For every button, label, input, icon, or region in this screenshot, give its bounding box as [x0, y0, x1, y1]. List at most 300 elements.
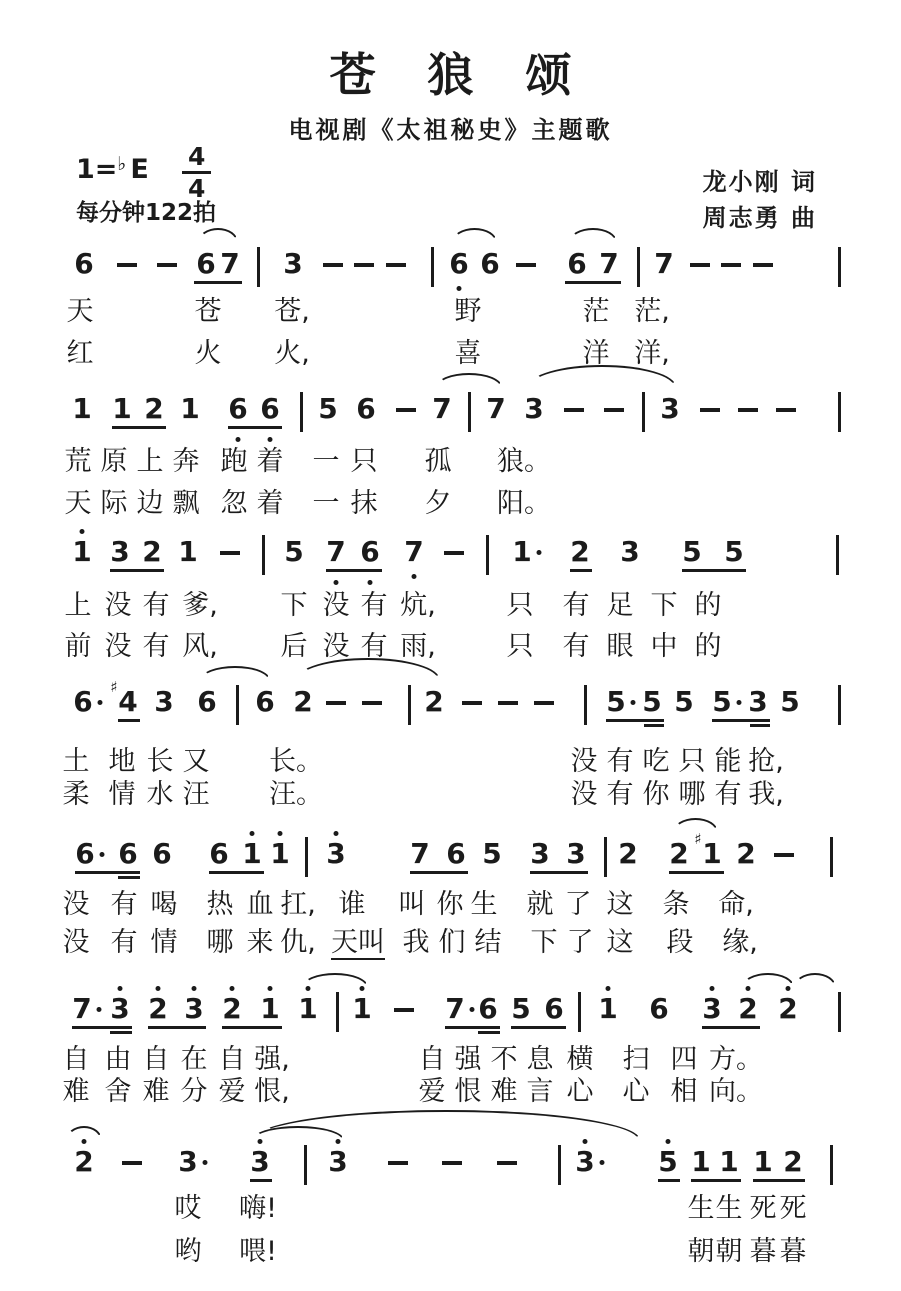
note-digit: 6	[356, 392, 376, 425]
octave-dot-low	[268, 437, 273, 442]
lyric-syllable: 天叫	[331, 927, 385, 958]
lyric-syllable: 眼	[606, 631, 634, 662]
augmentation-dot	[737, 700, 742, 705]
octave-dot-high	[258, 1139, 263, 1144]
note-digit: 6	[649, 992, 669, 1025]
note-digit: 1	[598, 992, 618, 1025]
lyric-syllable: 强,	[254, 1044, 290, 1075]
note-digit: 3	[328, 1145, 348, 1178]
lyric-syllable: 长	[146, 746, 174, 777]
note-digit: 2	[736, 837, 756, 870]
note-digit: 6	[74, 247, 94, 280]
note-digit: 5	[318, 392, 338, 425]
lyric-syllable: 你	[642, 779, 670, 810]
sharp-accidental: ♯	[694, 830, 702, 848]
note-digit: 5	[511, 992, 531, 1025]
beam-underline	[478, 1031, 500, 1034]
duration-dash	[326, 701, 346, 705]
beam-underline	[753, 1179, 805, 1182]
duration-dash	[721, 263, 741, 267]
barline	[838, 992, 841, 1032]
lyric-syllable: 缘,	[722, 927, 758, 958]
barline	[836, 535, 839, 575]
flat-accidental: ♭	[117, 153, 127, 175]
lyric-syllable: 忽	[220, 488, 248, 519]
note-digit: 2	[570, 535, 590, 568]
duration-dash	[442, 1161, 462, 1165]
slur-tie	[742, 973, 794, 987]
beam-underline	[222, 1026, 282, 1029]
composer-credit: 周志勇 曲	[702, 204, 817, 232]
barline	[304, 1145, 307, 1185]
lyric-syllable: 吃	[642, 746, 670, 777]
duration-dash	[774, 853, 794, 857]
lyric-syllable: 的	[694, 590, 722, 621]
octave-dot-high	[583, 1139, 588, 1144]
lyric-syllable: 段	[666, 927, 694, 958]
lyric-syllable: 息	[526, 1044, 554, 1075]
note-digit: 6	[73, 685, 93, 718]
beam-underline	[565, 281, 621, 284]
note-digit: 3	[283, 247, 303, 280]
note-digit: 5	[642, 685, 662, 718]
lyric-syllable: 上	[64, 590, 92, 621]
note-digit: 5	[724, 535, 744, 568]
note-digit: 2	[74, 1145, 94, 1178]
tempo-marking: 每分钟122拍	[76, 200, 217, 226]
note-digit: 5	[284, 535, 304, 568]
barline	[838, 392, 841, 432]
note-digit: 3	[530, 837, 550, 870]
lyric-syllable: 情	[150, 927, 178, 958]
augmentation-dot	[537, 550, 542, 555]
note-digit: 5	[780, 685, 800, 718]
note-digit: 6	[209, 837, 229, 870]
note-digit: 2	[148, 992, 168, 1025]
beam-underline	[511, 1026, 566, 1029]
lyric-syllable: 有	[360, 631, 388, 662]
note-digit: 1	[691, 1145, 711, 1178]
slur-tie	[452, 228, 497, 242]
barline	[584, 685, 587, 725]
note-digit: 3	[702, 992, 722, 1025]
lyric-syllable: 荒	[64, 446, 92, 477]
lyric-syllable: 心	[566, 1076, 594, 1107]
barline	[257, 247, 260, 287]
lyric-syllable: 热	[206, 889, 234, 920]
lyric-syllable: 恨,	[254, 1076, 290, 1107]
lyric-syllable: 分	[180, 1076, 208, 1107]
note-digit: 6	[260, 392, 280, 425]
note-digit: 1	[270, 837, 290, 870]
lyric-syllable: 暮	[749, 1236, 777, 1267]
lyric-syllable: 结	[474, 927, 502, 958]
barline	[838, 247, 841, 287]
barline	[236, 685, 239, 725]
note-digit: 3	[326, 837, 346, 870]
note-digit: 6	[544, 992, 564, 1025]
lyric-syllable: 生	[470, 889, 498, 920]
lyric-syllable: 就	[526, 889, 554, 920]
augmentation-dot	[470, 1007, 475, 1012]
beam-underline	[209, 871, 264, 874]
lyric-syllable: 暮	[779, 1236, 807, 1267]
lyric-syllable: 炕,	[400, 590, 436, 621]
barline	[431, 247, 434, 287]
key-prefix: 1=	[76, 154, 118, 185]
lyric-syllable: 没	[570, 779, 598, 810]
note-digit: 6	[228, 392, 248, 425]
duration-dash	[323, 263, 343, 267]
lyric-syllable: 死	[749, 1193, 777, 1224]
beam-underline	[326, 569, 382, 572]
lyric-syllable: 情	[108, 779, 136, 810]
slur-tie	[569, 228, 617, 242]
duration-dash	[497, 1161, 517, 1165]
lyric-syllable: 水	[146, 779, 174, 810]
beam-underline	[712, 719, 770, 722]
octave-dot-high	[118, 986, 123, 991]
note-digit: 7	[410, 837, 430, 870]
lyric-syllable: 天	[66, 296, 94, 327]
octave-dot-high	[786, 986, 791, 991]
barline	[336, 992, 339, 1032]
slur-tie	[66, 1126, 102, 1140]
lyric-syllable: 抹	[350, 488, 378, 519]
lyric-syllable: 强	[454, 1044, 482, 1075]
octave-dot-high	[80, 529, 85, 534]
note-digit: 5	[712, 685, 732, 718]
duration-dash	[776, 408, 796, 412]
note-digit: 1	[178, 535, 198, 568]
duration-dash	[396, 408, 416, 412]
lyric-syllable: 茫	[582, 296, 610, 327]
note-digit: 7	[404, 535, 424, 568]
lyric-syllable: 苍,	[274, 296, 310, 327]
lyric-syllable: 夕	[424, 488, 452, 519]
note-digit: 2	[144, 392, 164, 425]
lyric-syllable: 中	[650, 631, 678, 662]
lyric-syllable: 朝	[687, 1236, 715, 1267]
key-letter: E	[130, 154, 149, 185]
octave-dot-low	[457, 286, 462, 291]
octave-dot-low	[236, 437, 241, 442]
lyric-syllable: 只	[350, 446, 378, 477]
barline	[637, 247, 640, 287]
lyric-syllable: 条	[662, 889, 690, 920]
duration-dash	[690, 263, 710, 267]
octave-dot-high	[606, 986, 611, 991]
lyric-syllable: 一	[312, 488, 340, 519]
beam-underline	[75, 871, 140, 874]
lyric-syllable: 不	[490, 1044, 518, 1075]
note-digit: 3	[110, 992, 130, 1025]
lyric-syllable: 自	[62, 1044, 90, 1075]
augmentation-dot	[97, 1007, 102, 1012]
note-digit: 6	[118, 837, 138, 870]
lyric-syllable: 着	[256, 446, 284, 477]
note-digit: 1	[352, 992, 372, 1025]
lyric-syllable: 爱	[218, 1076, 246, 1107]
lyric-syllable: 野	[454, 296, 482, 327]
note-digit: 6	[449, 247, 469, 280]
note-digit: 3	[184, 992, 204, 1025]
lyric-syllable: 又	[182, 746, 210, 777]
lyric-syllable: 扫	[622, 1044, 650, 1075]
lyric-syllable: 自	[142, 1044, 170, 1075]
beam-underline	[72, 1026, 132, 1029]
lyric-syllable: 爱	[418, 1076, 446, 1107]
lyricist-credit: 龙小刚 词	[702, 168, 817, 196]
duration-dash	[122, 1161, 142, 1165]
beam-underline	[658, 1179, 680, 1182]
augmentation-dot	[100, 852, 105, 857]
duration-dash	[753, 263, 773, 267]
note-digit: 5	[606, 685, 626, 718]
note-digit: 2	[424, 685, 444, 718]
note-digit: 1	[180, 392, 200, 425]
beam-underline	[669, 871, 724, 874]
lyric-syllable: 的	[694, 631, 722, 662]
lyric-syllable: 火,	[274, 338, 310, 369]
augmentation-dot	[98, 700, 103, 705]
lyric-syllable: 没	[322, 631, 350, 662]
note-digit: 1	[72, 535, 92, 568]
lyric-syllable: 言	[526, 1076, 554, 1107]
note-digit: 2	[222, 992, 242, 1025]
lyric-syllable: 上	[136, 446, 164, 477]
key-signature	[76, 155, 149, 183]
note-digit: 2	[778, 992, 798, 1025]
note-digit: 6	[567, 247, 587, 280]
lyric-syllable: 恨	[454, 1076, 482, 1107]
octave-dot-high	[278, 831, 283, 836]
note-digit: 3	[660, 392, 680, 425]
beam-underline	[644, 724, 664, 727]
note-digit: 3	[575, 1145, 595, 1178]
duration-dash	[604, 408, 624, 412]
note-digit: 1	[512, 535, 532, 568]
note-digit: 6	[152, 837, 172, 870]
lyric-syllable: 有	[562, 590, 590, 621]
lyric-syllable: 有	[110, 927, 138, 958]
note-digit: 6	[360, 535, 380, 568]
slur-tie	[252, 1110, 640, 1140]
duration-dash	[117, 263, 137, 267]
lyric-syllable: 了	[566, 927, 594, 958]
lyric-syllable: 际	[100, 488, 128, 519]
beam-underline	[410, 871, 468, 874]
lyric-syllable: 自	[218, 1044, 246, 1075]
note-digit: 7	[486, 392, 506, 425]
octave-dot-high	[82, 1139, 87, 1144]
note-digit: 3	[178, 1145, 198, 1178]
duration-dash	[394, 1008, 414, 1012]
octave-dot-high	[746, 986, 751, 991]
lyric-syllable: 阳。	[497, 488, 551, 519]
duration-dash	[738, 408, 758, 412]
song-title: 苍狼颂	[329, 48, 624, 102]
lyric-syllable: 有	[142, 590, 170, 621]
note-digit: 3	[154, 685, 174, 718]
lyric-syllable: 血	[246, 889, 274, 920]
lyric-syllable: 生	[687, 1193, 715, 1224]
octave-dot-high	[192, 986, 197, 991]
barline	[408, 685, 411, 725]
beam-underline	[148, 1026, 206, 1029]
note-digit: 1	[260, 992, 280, 1025]
note-digit: 1	[242, 837, 262, 870]
barline	[468, 392, 471, 432]
note-digit: 1	[702, 837, 722, 870]
barline	[830, 1145, 833, 1185]
time-signature	[182, 142, 211, 203]
octave-dot-high	[156, 986, 161, 991]
lyric-syllable: 下	[530, 927, 558, 958]
lyric-syllable: 这	[606, 927, 634, 958]
note-digit: 3	[620, 535, 640, 568]
duration-dash	[498, 701, 518, 705]
note-digit: 7	[432, 392, 452, 425]
barline	[642, 392, 645, 432]
lyric-syllable: 死	[779, 1193, 807, 1224]
duration-dash	[386, 263, 406, 267]
lyric-syllable: 有	[606, 746, 634, 777]
slur-tie	[302, 973, 368, 987]
lyric-syllable: 来	[246, 927, 274, 958]
barline	[578, 992, 581, 1032]
lyric-syllable: 喝	[150, 889, 178, 920]
note-digit: 6	[255, 685, 275, 718]
note-digit: 3	[524, 392, 544, 425]
note-digit: 3	[566, 837, 586, 870]
duration-dash	[444, 551, 464, 555]
note-digit: 2	[293, 685, 313, 718]
slur-tie	[794, 973, 836, 987]
lyric-syllable: 自	[418, 1044, 446, 1075]
lyric-syllable: 哪	[206, 927, 234, 958]
lyric-syllable: 跑	[220, 446, 248, 477]
note-digit: 1	[112, 392, 132, 425]
lyric-syllable: 狼。	[497, 446, 551, 477]
lyric-syllable: 向。	[709, 1076, 763, 1107]
lyric-syllable: 红	[66, 338, 94, 369]
lyric-syllable: 心	[622, 1076, 650, 1107]
time-signature-numerator: 4	[182, 142, 211, 174]
note-digit: 2	[142, 535, 162, 568]
beam-underline	[445, 1026, 500, 1029]
lyric-syllable: 着	[256, 488, 284, 519]
beam-underline	[250, 1179, 272, 1182]
octave-dot-low	[412, 574, 417, 579]
beam-underline	[570, 569, 592, 572]
lyric-syllable: 哟	[174, 1236, 202, 1267]
lyric-syllable: 没	[570, 746, 598, 777]
lyric-syllable: 下	[650, 590, 678, 621]
note-digit: 1	[72, 392, 92, 425]
lyric-syllable: 一	[312, 446, 340, 477]
lyric-syllable: 生	[715, 1193, 743, 1224]
duration-dash	[354, 263, 374, 267]
lyric-syllable: 雨,	[400, 631, 436, 662]
lyric-syllable: 下	[280, 590, 308, 621]
lyric-syllable: 只	[678, 746, 706, 777]
lyric-syllable: 洋,	[634, 338, 670, 369]
lyric-syllable: 风,	[182, 631, 218, 662]
beam-underline	[118, 876, 140, 879]
lyric-syllable: 哎	[174, 1193, 202, 1224]
slur-tie	[198, 228, 238, 242]
lyric-syllable: 没	[104, 590, 132, 621]
octave-dot-high	[268, 986, 273, 991]
note-digit: 7	[654, 247, 674, 280]
lyric-syllable: 长。	[269, 746, 323, 777]
lyric-syllable: 哪	[678, 779, 706, 810]
lyric-syllable: 方。	[709, 1044, 763, 1075]
beam-underline	[682, 569, 746, 572]
note-digit: 5	[658, 1145, 678, 1178]
octave-dot-high	[306, 986, 311, 991]
lyric-syllable: 只	[506, 590, 534, 621]
lyric-syllable: 嗨!	[239, 1193, 277, 1224]
lyric-syllable: 难	[490, 1076, 518, 1107]
lyric-syllable: 边	[136, 488, 164, 519]
lyric-syllable: 火	[194, 338, 222, 369]
note-digit: 5	[682, 535, 702, 568]
note-digit: 7	[445, 992, 465, 1025]
augmentation-dot	[631, 700, 636, 705]
lyric-syllable: 没	[104, 631, 132, 662]
duration-dash	[388, 1161, 408, 1165]
lyric-syllable: 飘	[172, 488, 200, 519]
note-digit: 2	[669, 837, 689, 870]
barline	[838, 685, 841, 725]
note-digit: 1	[753, 1145, 773, 1178]
lyric-syllable: 横	[566, 1044, 594, 1075]
note-digit: 6	[446, 837, 466, 870]
slur-tie	[200, 666, 270, 680]
lyric-syllable: 没	[322, 590, 350, 621]
note-digit: 7	[220, 247, 240, 280]
lyric-syllable: 苍	[194, 296, 222, 327]
lyric-syllable: 奔	[172, 446, 200, 477]
beam-underline	[228, 426, 282, 429]
octave-dot-high	[250, 831, 255, 836]
lyric-syllable: 难	[62, 1076, 90, 1107]
lyric-syllable: 喜	[454, 338, 482, 369]
note-digit: 7	[599, 247, 619, 280]
lyric-syllable: 能	[714, 746, 742, 777]
note-digit: 2	[783, 1145, 803, 1178]
lyric-syllable: 舍	[104, 1076, 132, 1107]
augmentation-dot	[203, 1160, 208, 1165]
augmentation-dot	[600, 1160, 605, 1165]
lyric-syllable: 抢,	[748, 746, 784, 777]
octave-dot-low	[334, 580, 339, 585]
lyric-syllable: 我,	[748, 779, 784, 810]
lyric-syllable: 天	[64, 488, 92, 519]
lyric-syllable: 足	[606, 590, 634, 621]
note-digit: 4	[118, 685, 138, 718]
duration-dash	[516, 263, 536, 267]
barline	[305, 837, 308, 877]
duration-dash	[220, 551, 240, 555]
lyric-syllable: 只	[506, 631, 534, 662]
duration-dash	[564, 408, 584, 412]
duration-dash	[157, 263, 177, 267]
lyric-syllable: 们	[438, 927, 466, 958]
note-digit: 6	[480, 247, 500, 280]
